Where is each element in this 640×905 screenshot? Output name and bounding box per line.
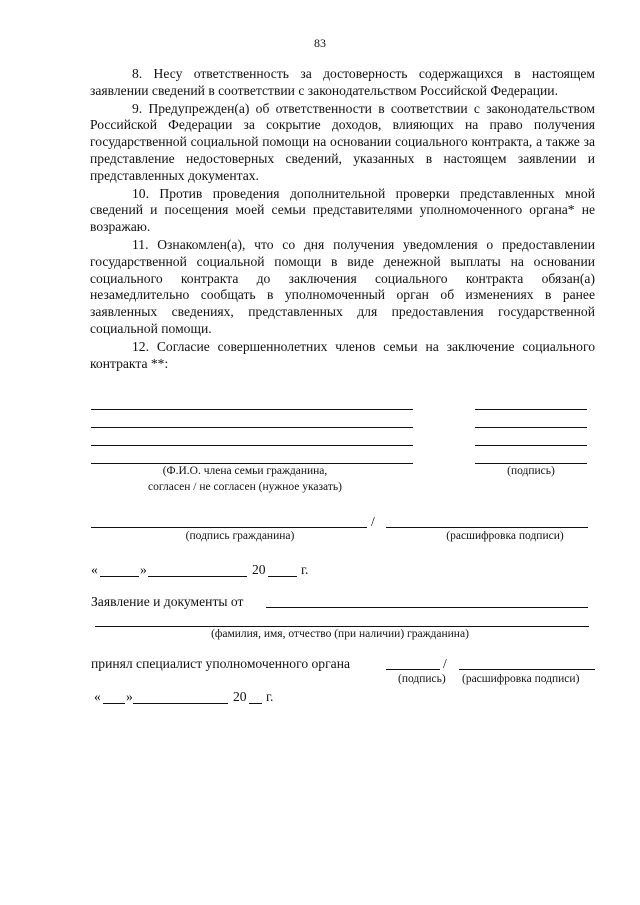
date1-suffix: г.: [301, 562, 309, 577]
date2-day-field[interactable]: [103, 703, 125, 704]
family-name-line-3[interactable]: [91, 445, 413, 446]
date2-open-quote: «: [94, 689, 101, 704]
date1-year-prefix: 20: [252, 562, 266, 577]
paragraph-8: 8. Несу ответственность за достоверность содержащихся в настоящем заявлении сведений в соответствии с законодательством Российской Федерации.: [90, 66, 595, 98]
date2-year-field[interactable]: [249, 703, 262, 704]
statement-label: Заявление и документы от: [91, 594, 244, 609]
accepted-label: принял специалист уполномоченного органа: [91, 656, 351, 671]
citizen-signature-caption: (подпись гражданина): [185, 530, 295, 542]
family-name-line-1[interactable]: [91, 409, 413, 410]
family-name-line-2[interactable]: [91, 427, 413, 428]
family-name-line-4[interactable]: [91, 463, 413, 464]
date1-month-field[interactable]: [148, 576, 247, 577]
paragraph-11: 11. Ознакомлен(а), что со дня получения уведомления о предоставлении государственной социальной помощи в виде денежной выплаты на основании социального контракта до заключения социального контракта обязан(а) незамедлительно сообщать в уполномоченный орган об изменениях в ранее заявленных сведениях, представленных для предоставления государственной социальной помощи.: [90, 236, 595, 336]
page-number: 83: [314, 36, 326, 50]
citizen-signature-separator: /: [371, 514, 375, 529]
family-name-caption-2: согласен / не согласен (нужное указать): [148, 481, 342, 493]
specialist-decoding-caption: (расшифровка подписи): [462, 673, 580, 685]
citizen-signature-line[interactable]: [91, 527, 367, 528]
date1-close-quote: »: [140, 562, 147, 577]
date2-month-field[interactable]: [133, 703, 228, 704]
family-name-caption-1: (Ф.И.О. члена семьи гражданина,: [162, 465, 328, 477]
specialist-signature-line[interactable]: [386, 669, 440, 670]
citizen-decoding-line[interactable]: [386, 527, 588, 528]
specialist-separator: /: [443, 656, 447, 671]
date1-day-field[interactable]: [100, 576, 139, 577]
date2-year-prefix: 20: [233, 689, 247, 704]
date1-year-field[interactable]: [268, 576, 297, 577]
paragraph-9: 9. Предупрежден(а) об ответственности в соответствии с законодательством Российской Федерации за сокрытие доходов, влияющих на право получения государственной социальной помощи на основании социального контракта, а также за представление недостоверных сведений, указанных в настоящем заявлении и представленных документах.: [90, 100, 595, 183]
family-signature-line-3[interactable]: [475, 445, 587, 446]
statement-name-line-2[interactable]: [95, 626, 589, 627]
statement-caption: (фамилия, имя, отчество (при наличии) гражданина): [211, 628, 469, 640]
paragraph-10: 10. Против проведения дополнительной проверки представленных мной сведений и посещения моей семьи представителями уполномоченного органа* не возражаю.: [90, 185, 595, 235]
specialist-signature-caption: (подпись): [398, 673, 446, 685]
date2-suffix: г.: [266, 689, 274, 704]
family-signature-line-2[interactable]: [475, 427, 587, 428]
paragraph-12: 12. Согласие совершеннолетних членов семьи на заключение социального контракта **:: [90, 338, 595, 371]
family-signature-line-1[interactable]: [475, 409, 587, 410]
date1-open-quote: «: [91, 562, 98, 577]
date2-close-quote: »: [126, 689, 133, 704]
citizen-decoding-caption: (расшифровка подписи): [446, 530, 564, 542]
document-body: [90, 66, 595, 373]
specialist-decoding-line[interactable]: [459, 669, 595, 670]
family-signature-line-4[interactable]: [475, 463, 587, 464]
statement-name-line[interactable]: [266, 607, 588, 608]
family-signature-caption: (подпись): [507, 465, 555, 477]
